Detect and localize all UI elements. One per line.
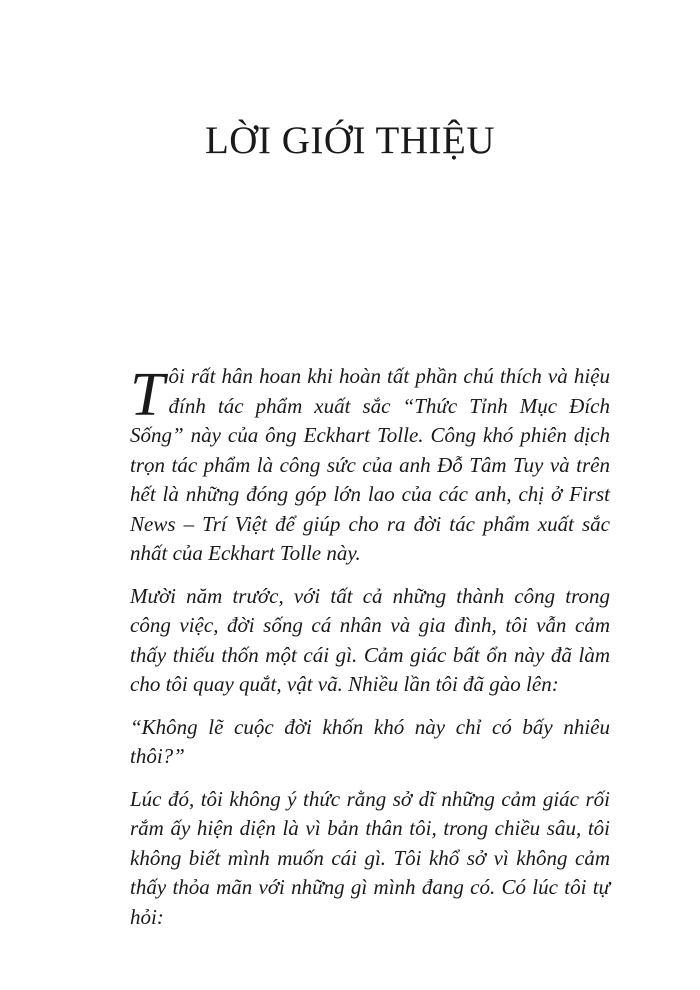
drop-cap: T bbox=[130, 361, 165, 429]
page-title: LỜI GIỚI THIỆU bbox=[204, 119, 496, 162]
paragraph-4: Lúc đó, tôi không ý thức rằng sở dĩ những cảm giác rối rắm ấy hiện diện là vì bản thân tôi, trong chiều sâu, tôi không biết mình muốn cái gì. Tôi khổ sở vì không cảm thấy thỏa mãn với những gì mình đang có. Có lúc tôi tự hỏi: bbox=[130, 786, 610, 929]
paragraph-1-text: ôi rất hân hoan khi hoàn tất phần chú thích và hiệu đính tác phẩm xuất sắc “Thức Tỉnh Mục Đích Sống” này của ông Eckhart Tolle. Công khó phiên dịch trọn tác phẩm là công sức của anh Đỗ Tâm Tuy và trên hết là những đóng góp lớn lao của các anh, chị ở First News – Trí Việt để giúp cho ra đời tác phẩm xuất sắc nhất của Eckhart Tolle này. bbox=[130, 364, 610, 565]
paragraph-2: Mười năm trước, với tất cả những thành công trong công việc, đời sống cá nhân và gia đình, tôi vẫn cảm thấy thiếu thốn một cái gì. Cảm giác bất ổn này đã làm cho tôi quay quắt, vật vã. Nhiều lần tôi đã gào lên: bbox=[130, 583, 610, 696]
quote: “Không lẽ cuộc đời khốn khó này chỉ có bấy nhiêu thôi?” bbox=[130, 714, 610, 768]
body-text bbox=[130, 362, 610, 945]
paragraph-1 bbox=[130, 362, 610, 569]
